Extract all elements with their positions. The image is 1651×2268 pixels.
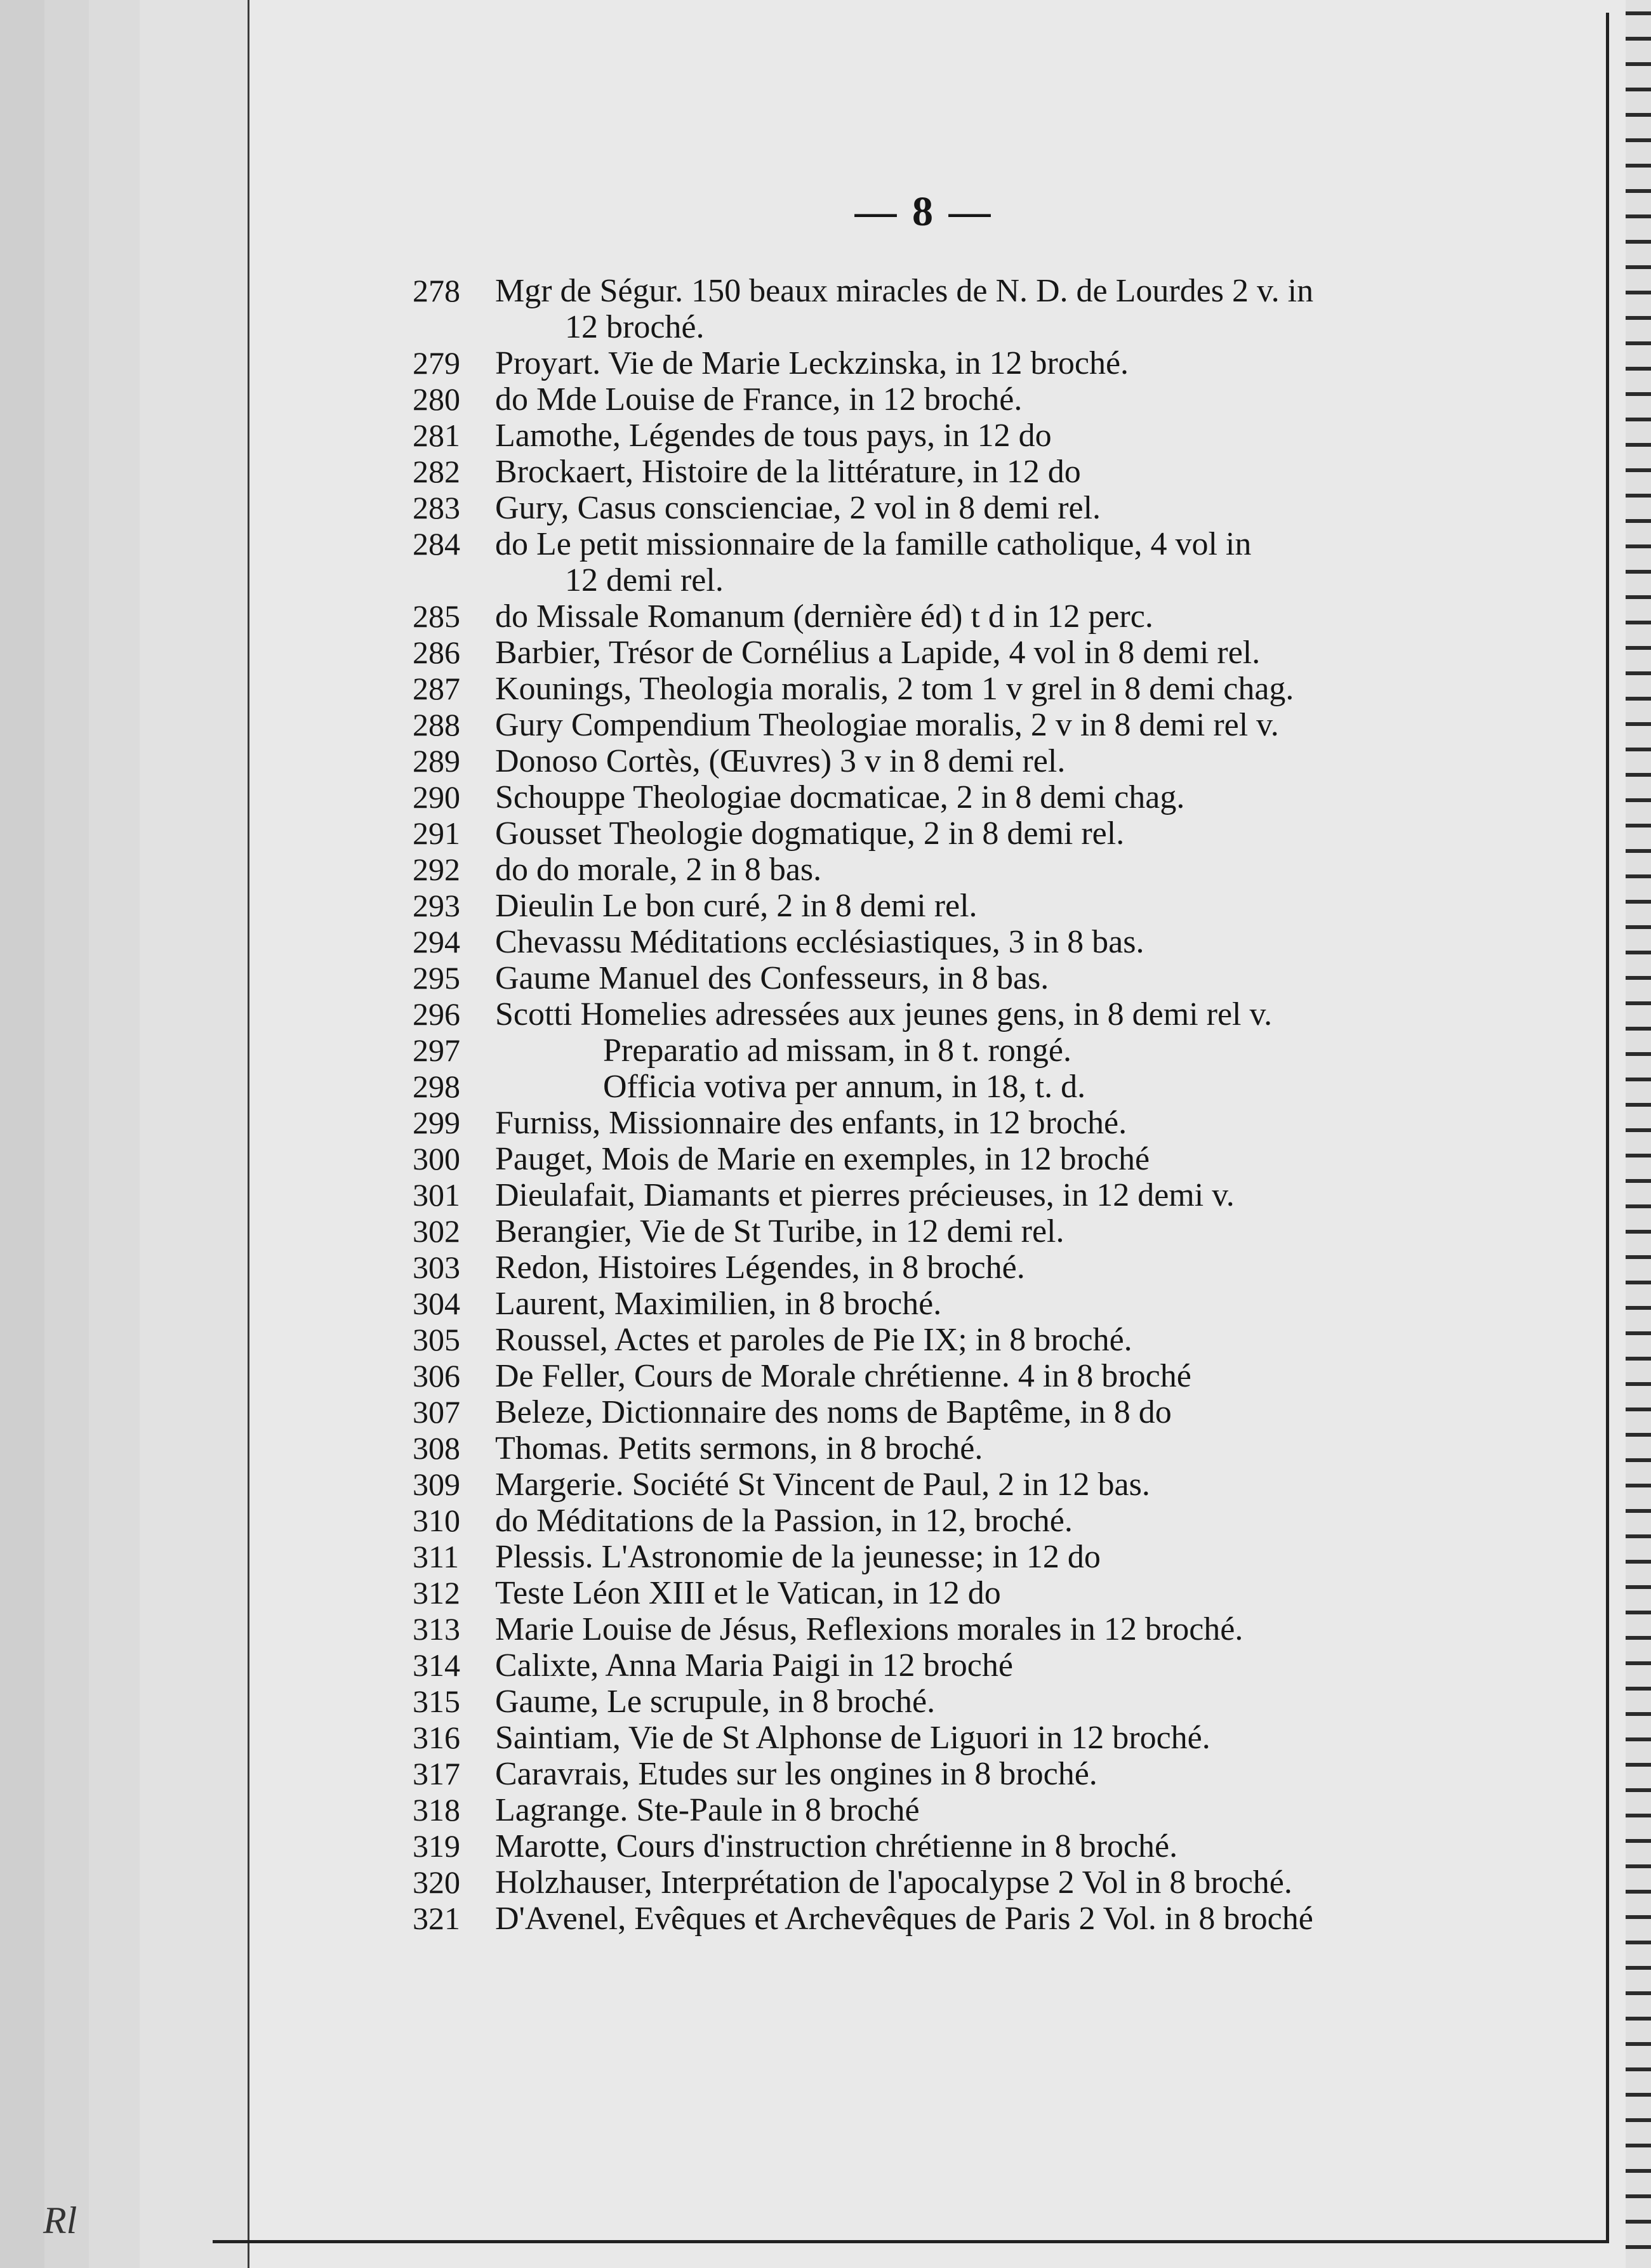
entry-text: Teste Léon XIII et le Vatican, in 12 do xyxy=(495,1575,1001,1611)
page-edge-right xyxy=(1626,0,1651,2268)
catalog-entry-continuation xyxy=(413,562,1606,598)
catalog-entry xyxy=(413,779,1606,815)
entry-text: Mgr de Ségur. 150 beaux miracles de N. D. de Lourdes 2 v. in xyxy=(495,273,1314,309)
catalog-entry xyxy=(413,996,1606,1032)
entry-text: Redon, Histoires Légendes, in 8 broché. xyxy=(495,1249,1025,1286)
entry-text: Holzhauser, Interprétation de l'apocalypse 2 Vol in 8 broché. xyxy=(495,1864,1292,1901)
entry-text: do Le petit missionnaire de la famille catholique, 4 vol in xyxy=(495,526,1252,562)
catalog-entry xyxy=(413,1177,1606,1213)
entry-text-continuation: 12 demi rel. xyxy=(565,562,724,598)
entry-number: 309 xyxy=(413,1467,460,1502)
entry-number: 286 xyxy=(413,635,460,670)
catalog-entry xyxy=(413,381,1606,418)
catalog-entry xyxy=(413,635,1606,671)
entry-text: Beleze, Dictionnaire des noms de Baptême, in 8 do xyxy=(495,1394,1172,1430)
entry-text: Gaume Manuel des Confesseurs, in 8 bas. xyxy=(495,960,1049,996)
entry-text: Brockaert, Histoire de la littérature, in 12 do xyxy=(495,454,1081,490)
entry-number: 294 xyxy=(413,924,460,959)
entry-text: Donoso Cortès, (Œuvres) 3 v in 8 demi rel. xyxy=(495,743,1066,779)
entry-number: 301 xyxy=(413,1177,460,1213)
catalog-entry xyxy=(413,960,1606,996)
entry-number: 302 xyxy=(413,1213,460,1249)
entry-number: 288 xyxy=(413,707,460,742)
entry-text: Barbier, Trésor de Cornélius a Lapide, 4 vol in 8 demi rel. xyxy=(495,635,1261,671)
entry-text: Laurent, Maximilien, in 8 broché. xyxy=(495,1286,942,1322)
entry-number: 293 xyxy=(413,888,460,923)
entry-text-continuation: 12 broché. xyxy=(565,309,705,345)
entry-text: Marie Louise de Jésus, Reflexions morales in 12 broché. xyxy=(495,1611,1243,1647)
catalog-entry xyxy=(413,598,1606,635)
catalog-entry xyxy=(413,1213,1606,1249)
entry-text: Dieulafait, Diamants et pierres précieuses, in 12 demi v. xyxy=(495,1177,1235,1213)
margin-mark: Rl xyxy=(43,2199,77,2241)
entry-number: 312 xyxy=(413,1575,460,1611)
catalog-entry xyxy=(413,1394,1606,1430)
entry-text: Lagrange. Ste-Paule in 8 broché xyxy=(495,1792,920,1828)
entry-number: 287 xyxy=(413,671,460,706)
entry-text: Lamothe, Légendes de tous pays, in 12 do xyxy=(495,418,1052,454)
entry-number: 297 xyxy=(413,1032,460,1068)
entry-number: 283 xyxy=(413,490,460,525)
entry-number: 296 xyxy=(413,996,460,1032)
entry-text: Plessis. L'Astronomie de la jeunesse; in 12 do xyxy=(495,1539,1101,1575)
catalog-entry xyxy=(413,1032,1606,1069)
entry-text: Gury, Casus conscienciae, 2 vol in 8 demi rel. xyxy=(495,490,1101,526)
entry-text: Kounings, Theologia moralis, 2 tom 1 v grel in 8 demi chag. xyxy=(495,671,1294,707)
catalog-entry xyxy=(413,1105,1606,1141)
entry-text: Officia votiva per annum, in 18, t. d. xyxy=(603,1069,1086,1105)
entry-number: 281 xyxy=(413,418,460,453)
entry-number: 314 xyxy=(413,1647,460,1683)
entry-number: 319 xyxy=(413,1828,460,1864)
entry-text: Berangier, Vie de St Turibe, in 12 demi rel. xyxy=(495,1213,1064,1249)
entry-text: Proyart. Vie de Marie Leckzinska, in 12 broché. xyxy=(495,345,1129,381)
catalog-entry xyxy=(413,1249,1606,1286)
catalog-entry xyxy=(413,671,1606,707)
page-number: — 8 — xyxy=(854,188,993,235)
entry-number: 320 xyxy=(413,1864,460,1900)
entry-number: 291 xyxy=(413,815,460,851)
page-edge-leaf xyxy=(140,0,249,2268)
entry-number: 310 xyxy=(413,1503,460,1538)
entry-number: 292 xyxy=(413,852,460,887)
catalog-entry xyxy=(413,1647,1606,1684)
entry-text: Gousset Theologie dogmatique, 2 in 8 demi rel. xyxy=(495,815,1125,852)
catalog-entry xyxy=(413,743,1606,779)
entry-text: do do morale, 2 in 8 bas. xyxy=(495,852,822,888)
entry-number: 318 xyxy=(413,1792,460,1828)
entry-number: 284 xyxy=(413,526,460,562)
catalog-entry xyxy=(413,815,1606,852)
catalog-entry xyxy=(413,1141,1606,1177)
entry-text: Chevassu Méditations ecclésiastiques, 3 in 8 bas. xyxy=(495,924,1144,960)
entry-number: 290 xyxy=(413,779,460,815)
entry-text: Thomas. Petits sermons, in 8 broché. xyxy=(495,1430,983,1467)
entry-number: 289 xyxy=(413,743,460,779)
entry-text: Dieulin Le bon curé, 2 in 8 demi rel. xyxy=(495,888,978,924)
entry-text: do Mde Louise de France, in 12 broché. xyxy=(495,381,1023,418)
entry-number: 317 xyxy=(413,1756,460,1791)
entry-number: 306 xyxy=(413,1358,460,1394)
entry-text: Roussel, Actes et paroles de Pie IX; in 8 broché. xyxy=(495,1322,1132,1358)
catalog-entry xyxy=(413,1901,1606,1937)
entry-text: Gaume, Le scrupule, in 8 broché. xyxy=(495,1684,936,1720)
entry-number: 298 xyxy=(413,1069,460,1104)
entry-number: 300 xyxy=(413,1141,460,1177)
entry-text: De Feller, Cours de Morale chrétienne. 4 in 8 broché xyxy=(495,1358,1191,1394)
entry-number: 315 xyxy=(413,1684,460,1719)
page-edge-leaf xyxy=(44,0,91,2268)
entry-number: 313 xyxy=(413,1611,460,1647)
catalog-entry xyxy=(413,1575,1606,1611)
entry-number: 285 xyxy=(413,598,460,634)
entry-number: 308 xyxy=(413,1430,460,1466)
entry-number: 278 xyxy=(413,273,460,308)
catalog-entry xyxy=(413,707,1606,743)
entry-text: Margerie. Société St Vincent de Paul, 2 in 12 bas. xyxy=(495,1467,1150,1503)
entry-text: Furniss, Missionnaire des enfants, in 12 broché. xyxy=(495,1105,1127,1141)
entry-text: do Méditations de la Passion, in 12, broché. xyxy=(495,1503,1073,1539)
catalog-entry xyxy=(413,1792,1606,1828)
catalog-entry xyxy=(413,1828,1606,1864)
entry-number: 316 xyxy=(413,1720,460,1755)
catalog-entry xyxy=(413,1286,1606,1322)
catalog-entry xyxy=(413,345,1606,381)
entry-number: 304 xyxy=(413,1286,460,1321)
catalog-entry xyxy=(413,526,1606,562)
entry-text: Calixte, Anna Maria Paigi in 12 broché xyxy=(495,1647,1013,1684)
catalog-entry xyxy=(413,273,1606,309)
entry-number: 321 xyxy=(413,1901,460,1936)
entry-text: Scotti Homelies adressées aux jeunes gens, in 8 demi rel v. xyxy=(495,996,1273,1032)
entry-text: Caravrais, Etudes sur les ongines in 8 broché. xyxy=(495,1756,1097,1792)
catalog-entry xyxy=(413,418,1606,454)
catalog-entries xyxy=(413,273,1606,1937)
entry-number: 311 xyxy=(413,1539,460,1574)
entry-text: Saintiam, Vie de St Alphonse de Liguori in 12 broché. xyxy=(495,1720,1210,1756)
catalog-entry xyxy=(413,1467,1606,1503)
catalog-entry xyxy=(413,852,1606,888)
entry-text: D'Avenel, Evêques et Archevêques de Paris 2 Vol. in 8 broché xyxy=(495,1901,1313,1937)
catalog-entry xyxy=(413,1611,1606,1647)
catalog-entry xyxy=(413,888,1606,924)
catalog-entry xyxy=(413,1720,1606,1756)
entry-text: do Missale Romanum (dernière éd) t d in 12 perc. xyxy=(495,598,1153,635)
entry-text: Marotte, Cours d'instruction chrétienne in 8 broché. xyxy=(495,1828,1178,1864)
entry-text: Gury Compendium Theologiae moralis, 2 v in 8 demi rel v. xyxy=(495,707,1279,743)
entry-text: Schouppe Theologiae docmaticae, 2 in 8 demi chag. xyxy=(495,779,1185,815)
catalog-entry xyxy=(413,1539,1606,1575)
catalog-entry xyxy=(413,1069,1606,1105)
entry-number: 299 xyxy=(413,1105,460,1140)
catalog-entry xyxy=(413,490,1606,526)
entry-number: 295 xyxy=(413,960,460,996)
catalog-entry xyxy=(413,924,1606,960)
entry-number: 307 xyxy=(413,1394,460,1430)
entry-number: 279 xyxy=(413,345,460,381)
catalog-entry xyxy=(413,1503,1606,1539)
catalog-entry xyxy=(413,1322,1606,1358)
page-edge-leaf xyxy=(89,0,142,2268)
catalog-entry xyxy=(413,1684,1606,1720)
catalog-entry-continuation xyxy=(413,309,1606,345)
entry-number: 282 xyxy=(413,454,460,489)
catalog-entry xyxy=(413,1358,1606,1394)
entry-number: 305 xyxy=(413,1322,460,1357)
catalog-entry xyxy=(413,1756,1606,1792)
entry-text: Pauget, Mois de Marie en exemples, in 12 broché xyxy=(495,1141,1150,1177)
entry-number: 303 xyxy=(413,1249,460,1285)
catalog-entry xyxy=(413,1864,1606,1901)
entry-number: 280 xyxy=(413,381,460,417)
page-edge-leaf xyxy=(0,0,47,2268)
catalog-entry xyxy=(413,454,1606,490)
catalog-entry xyxy=(413,1430,1606,1467)
entry-text: Preparatio ad missam, in 8 t. rongé. xyxy=(603,1032,1071,1069)
